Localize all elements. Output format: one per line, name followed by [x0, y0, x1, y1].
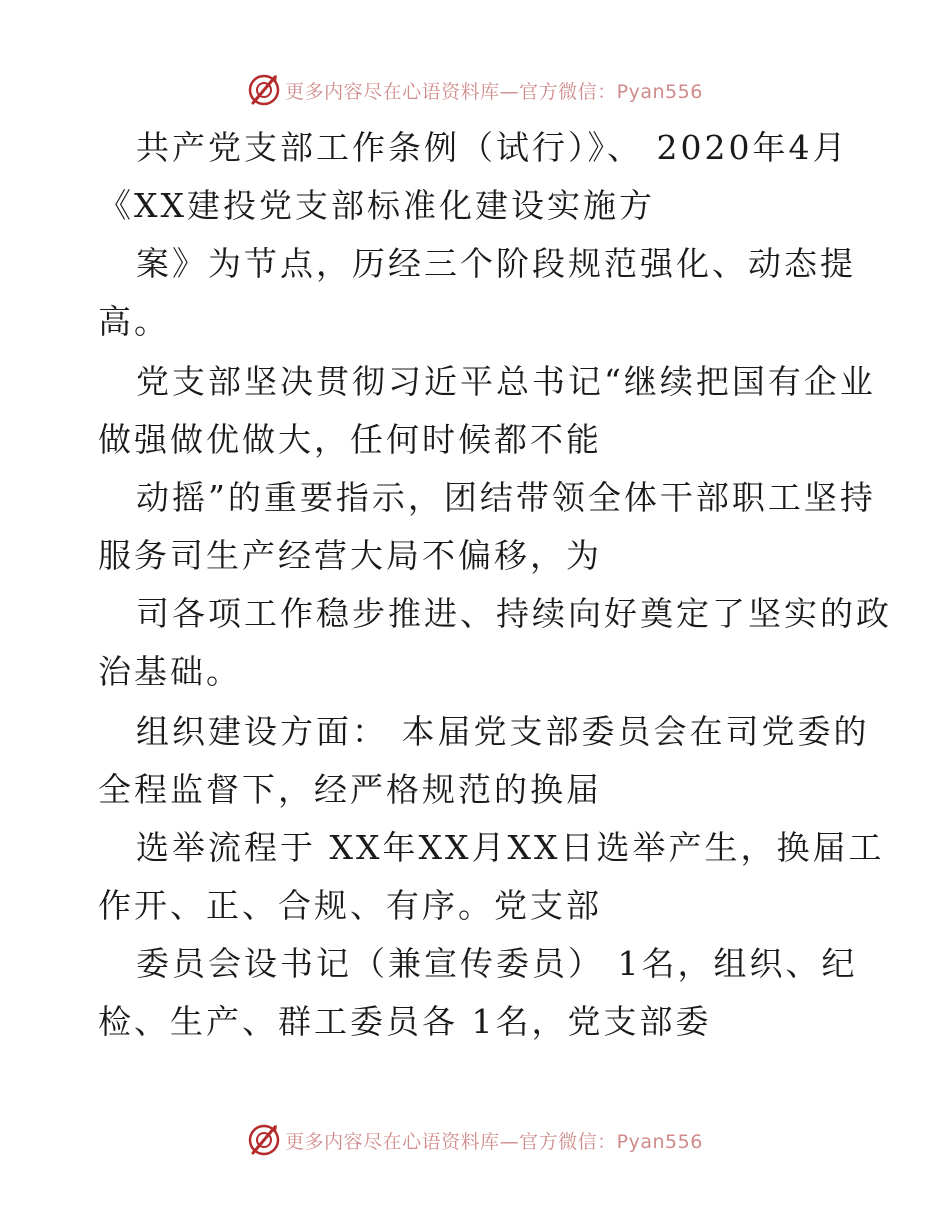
header-banner-text: 更多内容尽在心语资料库—官方微信：Pyan556: [285, 80, 703, 103]
body-line: 共产党支部工作条例（试行）》、 2020年4月: [136, 128, 849, 167]
footer-banner-text: 更多内容尽在心语资料库—官方微信：Pyan556: [285, 1130, 703, 1153]
body-line: 作开、正、合规、有序。党支部: [98, 886, 602, 925]
body-line: 服务司生产经营大局不偏移，为: [98, 536, 602, 575]
body-line: 高。: [98, 302, 170, 341]
footer-banner: [0, 1120, 950, 1160]
body-line: 做强做优做大，任何时候都不能: [98, 420, 602, 459]
body-line: 检、生产、群工委员各 1名，党支部委: [98, 1002, 712, 1041]
body-line: 动摇”的重要指示，团结带领全体干部职工坚持: [136, 478, 876, 517]
body-line: 选举流程于 XX年XX月XX日选举产生，换届工: [136, 828, 885, 867]
body-line: 案》为节点，历经三个阶段规范强化、动态提: [136, 244, 856, 283]
body-line: 治基础。: [98, 652, 242, 691]
body-line: 全程监督下，经严格规范的换届: [98, 770, 602, 809]
body-line: 《XX建投党支部标准化建设实施方: [98, 186, 655, 225]
body-line: 司各项工作稳步推进、持续向好奠定了坚实的政: [136, 594, 892, 633]
brand-logo-icon: [247, 1123, 281, 1157]
body-line: 组织建设方面： 本届党支部委员会在司党委的: [136, 712, 870, 751]
body-line: 委员会设书记（兼宣传委员） 1名，组织、纪: [136, 944, 858, 983]
body-line: 党支部坚决贯彻习近平总书记“继续把国有企业: [136, 362, 876, 401]
